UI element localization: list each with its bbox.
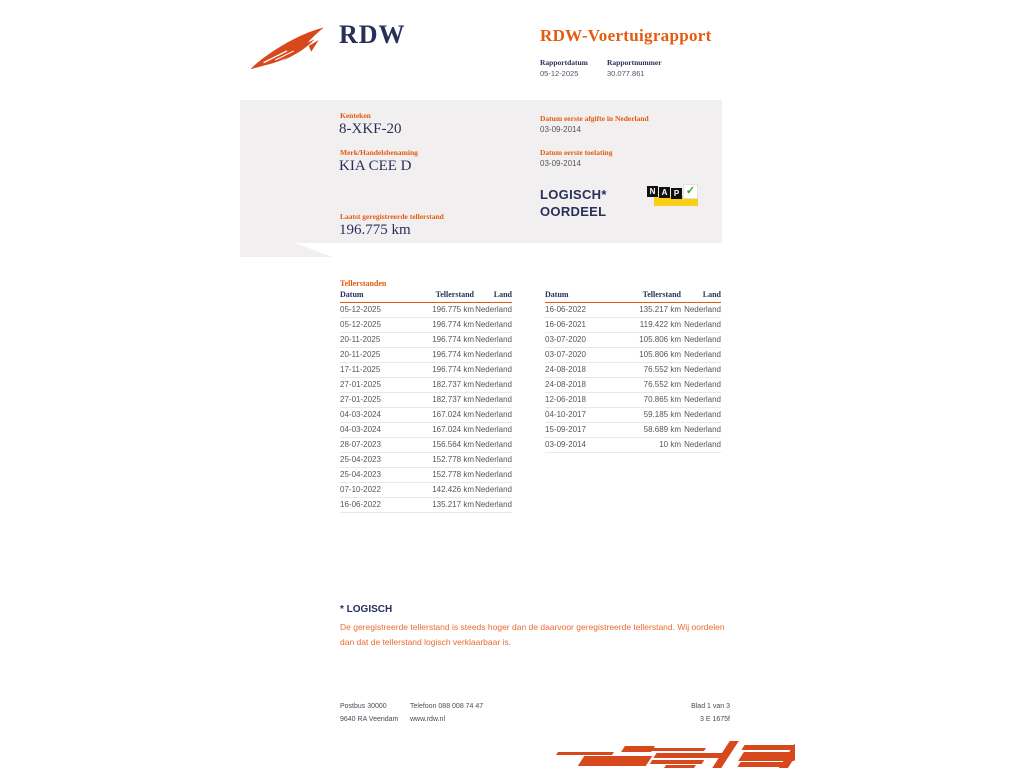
table-cell: Nederland [474, 498, 512, 513]
table-row [545, 333, 721, 348]
eerste-toelating-label: Datum eerste toelating [540, 148, 613, 157]
table-cell: 156.564 km [412, 438, 474, 453]
table-cell: 152.778 km [412, 468, 474, 483]
table-cell: 119.422 km [617, 318, 681, 333]
table-cell: 135.217 km [412, 498, 474, 513]
table-cell: Nederland [681, 438, 721, 453]
table-cell: 58.689 km [617, 423, 681, 438]
table-cell: 76.552 km [617, 378, 681, 393]
table-cell: Nederland [681, 393, 721, 408]
table-cell: 182.737 km [412, 393, 474, 408]
nap-letter-a: A [659, 187, 670, 198]
table-cell: 03-09-2014 [545, 438, 617, 453]
nap-checkmark-icon: ✓ [685, 185, 696, 197]
table-row [340, 303, 512, 318]
rdw-wing-logo-icon [250, 25, 334, 71]
table-cell: Nederland [681, 318, 721, 333]
table-cell: 25-04-2023 [340, 468, 412, 483]
table-cell: Nederland [474, 408, 512, 423]
table-row [340, 333, 512, 348]
table-cell: Nederland [474, 468, 512, 483]
table-cell: 76.552 km [617, 363, 681, 378]
table-row [340, 468, 512, 483]
table-cell: Nederland [474, 318, 512, 333]
col-land: Land [474, 290, 512, 303]
table-row [340, 498, 512, 513]
table-cell: 105.806 km [617, 348, 681, 363]
table-cell: Nederland [681, 303, 721, 318]
table-header-row [545, 290, 721, 303]
table-cell: Nederland [681, 378, 721, 393]
report-date-label: Rapportdatum [540, 58, 588, 67]
table-cell: 07-10-2022 [340, 483, 412, 498]
table-cell: Nederland [474, 303, 512, 318]
table-cell: 167.024 km [412, 423, 474, 438]
col-tellerstand: Tellerstand [617, 290, 681, 303]
table-row [545, 408, 721, 423]
nap-letter-p: P [671, 188, 682, 199]
table-row [545, 438, 721, 453]
table-cell: 167.024 km [412, 408, 474, 423]
table-row [340, 423, 512, 438]
tellerstanden-table-right [545, 290, 721, 453]
table-cell: 10 km [617, 438, 681, 453]
eerste-afgifte-label: Datum eerste afgifte in Nederland [540, 114, 649, 123]
footer-city: 9640 RA Veendam [340, 716, 399, 723]
table-cell: 196.774 km [412, 348, 474, 363]
rdw-logo-text: RDW [339, 20, 406, 49]
table-row [340, 483, 512, 498]
footer-doc-code: 3 E 1675f [700, 716, 730, 723]
table-cell: Nederland [474, 423, 512, 438]
table-cell: Nederland [474, 363, 512, 378]
vehicle-summary-panel [240, 100, 722, 243]
table-cell: 196.774 km [412, 318, 474, 333]
footer-phone: Telefoon 088 008 74 47 [410, 703, 484, 710]
table-cell: Nederland [681, 333, 721, 348]
table-row [340, 438, 512, 453]
table-cell: 04-10-2017 [545, 408, 617, 423]
page-title: RDW-Voertuigrapport [540, 26, 712, 45]
table-cell: 03-07-2020 [545, 333, 617, 348]
table-cell: Nederland [474, 348, 512, 363]
table-cell: 24-08-2018 [545, 363, 617, 378]
table-cell: Nederland [474, 393, 512, 408]
table-cell: Nederland [474, 453, 512, 468]
table-row [340, 453, 512, 468]
table-cell: Nederland [681, 363, 721, 378]
table-cell: 15-09-2017 [545, 423, 617, 438]
table-cell: Nederland [474, 483, 512, 498]
table-cell: 28-07-2023 [340, 438, 412, 453]
kenteken-value: 8-XKF-20 [339, 121, 402, 137]
table-row [545, 423, 721, 438]
table-cell: 196.775 km [412, 303, 474, 318]
logisch-explanation-heading: * LOGISCH [340, 604, 393, 615]
footer-postbus: Postbus 30000 [340, 703, 387, 710]
footer-page-number: Blad 1 van 3 [691, 703, 730, 710]
table-cell: 27-01-2025 [340, 393, 412, 408]
nap-logo [647, 184, 699, 210]
report-number-value: 30.077.861 [607, 69, 645, 78]
table-cell: 105.806 km [617, 333, 681, 348]
oordeel-line1: LOGISCH* [540, 187, 607, 202]
table-row [340, 318, 512, 333]
col-land: Land [681, 290, 721, 303]
table-cell: 142.426 km [412, 483, 474, 498]
table-header-row [340, 290, 512, 303]
tellerstand-label: Laatst geregistreerde tellerstand [340, 212, 444, 221]
table-cell: 182.737 km [412, 378, 474, 393]
footer-website[interactable]: www.rdw.nl [410, 716, 446, 723]
col-datum: Datum [340, 290, 412, 303]
table-row [545, 318, 721, 333]
oordeel-line2: OORDEEL [540, 204, 607, 219]
merk-value: KIA CEE D [339, 158, 412, 174]
footer-pageinfo [600, 700, 730, 726]
footer-stripes-graphic [543, 741, 795, 768]
table-cell: 16-06-2022 [545, 303, 617, 318]
table-cell: 20-11-2025 [340, 333, 412, 348]
kenteken-label: Kenteken [340, 111, 371, 120]
table-cell: 12-06-2018 [545, 393, 617, 408]
table-cell: 16-06-2021 [545, 318, 617, 333]
report-date-value: 05-12-2025 [540, 69, 579, 78]
panel-corner-tab [240, 243, 332, 257]
table-cell: 59.185 km [617, 408, 681, 423]
oordeel-badge [540, 186, 607, 220]
col-datum: Datum [545, 290, 617, 303]
report-number-label: Rapportnummer [607, 58, 662, 67]
table-cell: 05-12-2025 [340, 318, 412, 333]
footer-contact [410, 700, 483, 726]
table-cell: Nederland [681, 423, 721, 438]
eerste-toelating-value: 03-09-2014 [540, 159, 581, 168]
table-row [545, 303, 721, 318]
col-tellerstand: Tellerstand [412, 290, 474, 303]
table-cell: Nederland [681, 408, 721, 423]
table-row [545, 378, 721, 393]
table-row [545, 393, 721, 408]
table-cell: Nederland [474, 378, 512, 393]
logisch-explanation-text: De geregistreerde tellerstand is steeds hoger dan de daarvoor geregistreerde tellerstand. Wij oordelen dan dat de tellerstand logisch verklaarbaar is. [340, 622, 725, 647]
table-cell: 03-07-2020 [545, 348, 617, 363]
table-cell: 04-03-2024 [340, 423, 412, 438]
table-cell: Nederland [474, 438, 512, 453]
table-cell: 70.865 km [617, 393, 681, 408]
nap-letter-n: N [647, 186, 658, 197]
table-row [340, 363, 512, 378]
tellerstand-value: 196.775 km [339, 222, 411, 238]
table-row [340, 408, 512, 423]
table-cell: 20-11-2025 [340, 348, 412, 363]
eerste-afgifte-value: 03-09-2014 [540, 125, 581, 134]
table-cell: 17-11-2025 [340, 363, 412, 378]
table-cell: Nederland [681, 348, 721, 363]
table-row [545, 348, 721, 363]
footer-address [340, 700, 398, 726]
table-cell: 196.774 km [412, 363, 474, 378]
table-row [340, 348, 512, 363]
table-cell: Nederland [474, 333, 512, 348]
table-row [340, 378, 512, 393]
table-cell: 04-03-2024 [340, 408, 412, 423]
table-cell: 135.217 km [617, 303, 681, 318]
tellerstanden-heading: Tellerstanden [340, 279, 387, 288]
table-cell: 152.778 km [412, 453, 474, 468]
table-cell: 196.774 km [412, 333, 474, 348]
table-row [340, 393, 512, 408]
table-row [545, 363, 721, 378]
table-cell: 25-04-2023 [340, 453, 412, 468]
table-cell: 05-12-2025 [340, 303, 412, 318]
table-cell: 16-06-2022 [340, 498, 412, 513]
table-cell: 27-01-2025 [340, 378, 412, 393]
table-cell: 24-08-2018 [545, 378, 617, 393]
merk-label: Merk/Handelsbenaming [340, 148, 418, 157]
tellerstanden-table-left [340, 290, 512, 513]
